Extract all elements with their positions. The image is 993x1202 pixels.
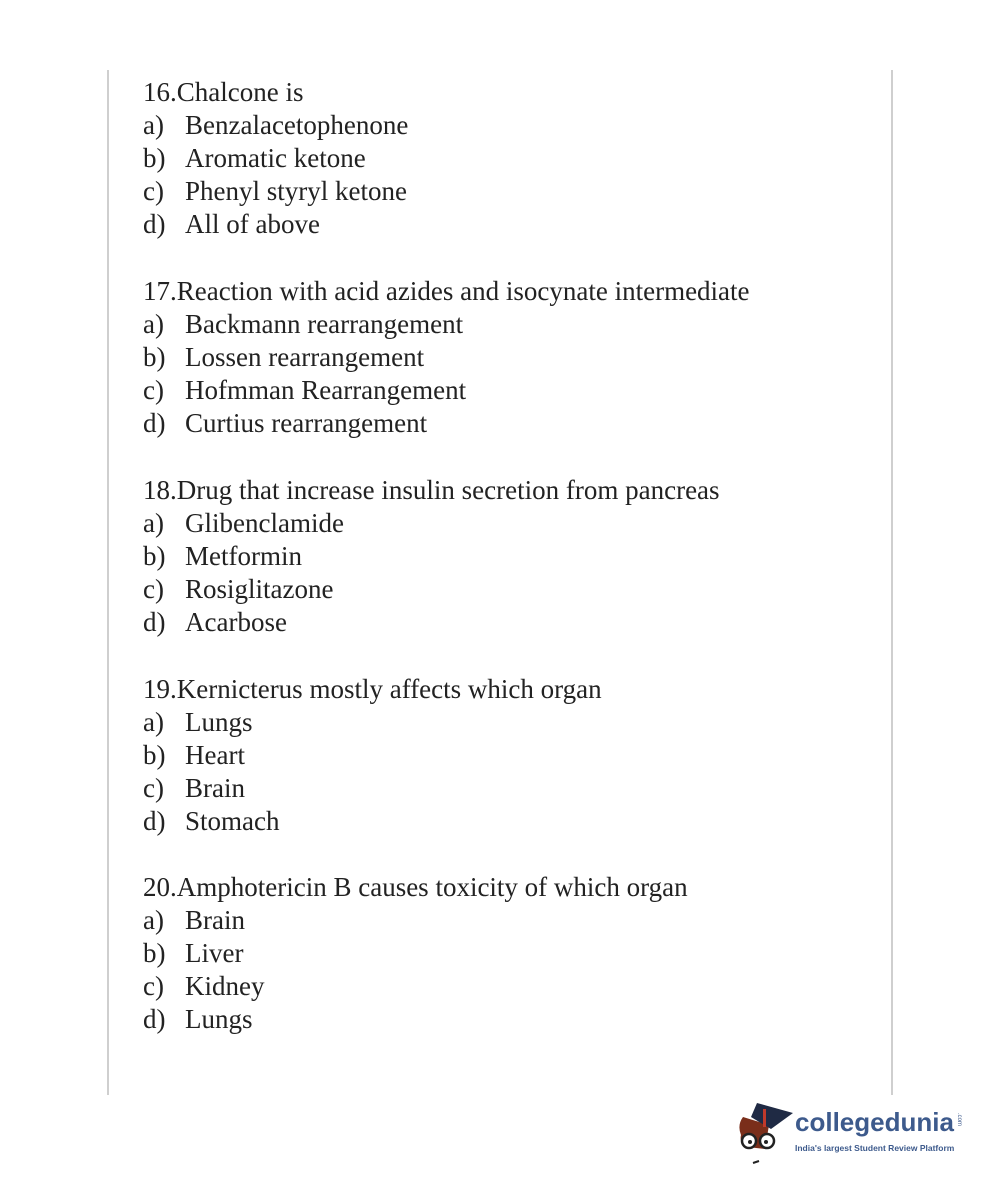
option-item	[143, 739, 602, 772]
question-number: 17.	[143, 276, 177, 306]
question-stem	[143, 76, 408, 109]
option-item	[143, 606, 720, 639]
collegedunia-logo	[735, 1095, 975, 1170]
option-item	[143, 341, 750, 374]
question-text: Amphotericin B causes toxicity of which organ	[176, 872, 688, 902]
option-item	[143, 937, 688, 970]
option-text: Glibenclamide	[185, 508, 344, 538]
option-item	[143, 706, 602, 739]
option-letter: c)	[143, 375, 164, 405]
question-stem	[143, 474, 720, 507]
option-letter: c)	[143, 574, 164, 604]
option-item	[143, 540, 720, 573]
option-letter: b)	[143, 938, 166, 968]
option-item	[143, 904, 688, 937]
option-item	[143, 970, 688, 1003]
question-text: Chalcone is	[176, 77, 304, 107]
option-letter: d)	[143, 1004, 166, 1034]
option-text: Curtius rearrangement	[185, 408, 428, 438]
option-letter: b)	[143, 541, 166, 571]
option-letter: d)	[143, 209, 166, 239]
option-item	[143, 374, 750, 407]
option-text: Lungs	[185, 1004, 253, 1034]
question-text: Drug that increase insulin secretion from pancreas	[176, 475, 720, 505]
option-text: Stomach	[185, 806, 280, 836]
question-stem	[143, 673, 602, 706]
option-text: Brain	[185, 905, 245, 935]
left-margin-rule	[107, 70, 109, 1095]
option-letter: a)	[143, 110, 164, 140]
option-item	[143, 407, 750, 440]
mascot-icon	[735, 1095, 795, 1170]
question-number: 20.	[143, 872, 177, 902]
option-text: Benzalacetophenone	[185, 110, 409, 140]
option-text: Rosiglitazone	[185, 574, 334, 604]
option-text: Acarbose	[185, 607, 287, 637]
question-block	[143, 275, 750, 440]
option-item	[143, 175, 408, 208]
question-block	[143, 673, 602, 838]
question-block	[143, 76, 408, 241]
option-item	[143, 208, 408, 241]
question-number: 18.	[143, 475, 177, 505]
option-text: Phenyl styryl ketone	[185, 176, 407, 206]
question-number: 19.	[143, 674, 177, 704]
logo-tagline: India's largest Student Review Platform	[795, 1143, 955, 1153]
question-block	[143, 474, 720, 639]
option-letter: d)	[143, 607, 166, 637]
option-letter: c)	[143, 176, 164, 206]
option-item	[143, 308, 750, 341]
option-letter: c)	[143, 971, 164, 1001]
option-text: Liver	[185, 938, 244, 968]
question-stem	[143, 871, 688, 904]
option-letter: c)	[143, 773, 164, 803]
option-text: Lossen rearrangement	[185, 342, 425, 372]
option-text: Brain	[185, 773, 245, 803]
option-letter: b)	[143, 143, 166, 173]
option-text: Heart	[185, 740, 245, 770]
option-letter: d)	[143, 806, 166, 836]
option-letter: a)	[143, 508, 164, 538]
option-text: Kidney	[185, 971, 265, 1001]
question-stem	[143, 275, 750, 308]
option-letter: a)	[143, 905, 164, 935]
option-item	[143, 805, 602, 838]
right-margin-rule	[891, 70, 893, 1095]
option-text: Metformin	[185, 541, 302, 571]
logo-brand-row	[795, 1107, 962, 1137]
option-text: Backmann rearrangement	[185, 309, 464, 339]
option-letter: d)	[143, 408, 166, 438]
option-letter: b)	[143, 740, 166, 770]
option-item	[143, 573, 720, 606]
option-text: Aromatic ketone	[185, 143, 366, 173]
option-text: Hofmman Rearrangement	[185, 375, 467, 405]
option-letter: a)	[143, 707, 164, 737]
option-item	[143, 507, 720, 540]
option-item	[143, 1003, 688, 1036]
option-item	[143, 772, 602, 805]
question-text: Kernicterus mostly affects which organ	[176, 674, 602, 704]
question-text: Reaction with acid azides and isocynate intermediate	[176, 276, 750, 306]
logo-domain: .com	[955, 1113, 962, 1127]
option-text: Lungs	[185, 707, 253, 737]
option-letter: a)	[143, 309, 164, 339]
question-block	[143, 871, 688, 1036]
question-number: 16.	[143, 77, 177, 107]
option-letter: b)	[143, 342, 166, 372]
option-text: All of above	[185, 209, 320, 239]
logo-brand: collegedunia	[795, 1107, 954, 1137]
option-item	[143, 142, 408, 175]
option-item	[143, 109, 408, 142]
